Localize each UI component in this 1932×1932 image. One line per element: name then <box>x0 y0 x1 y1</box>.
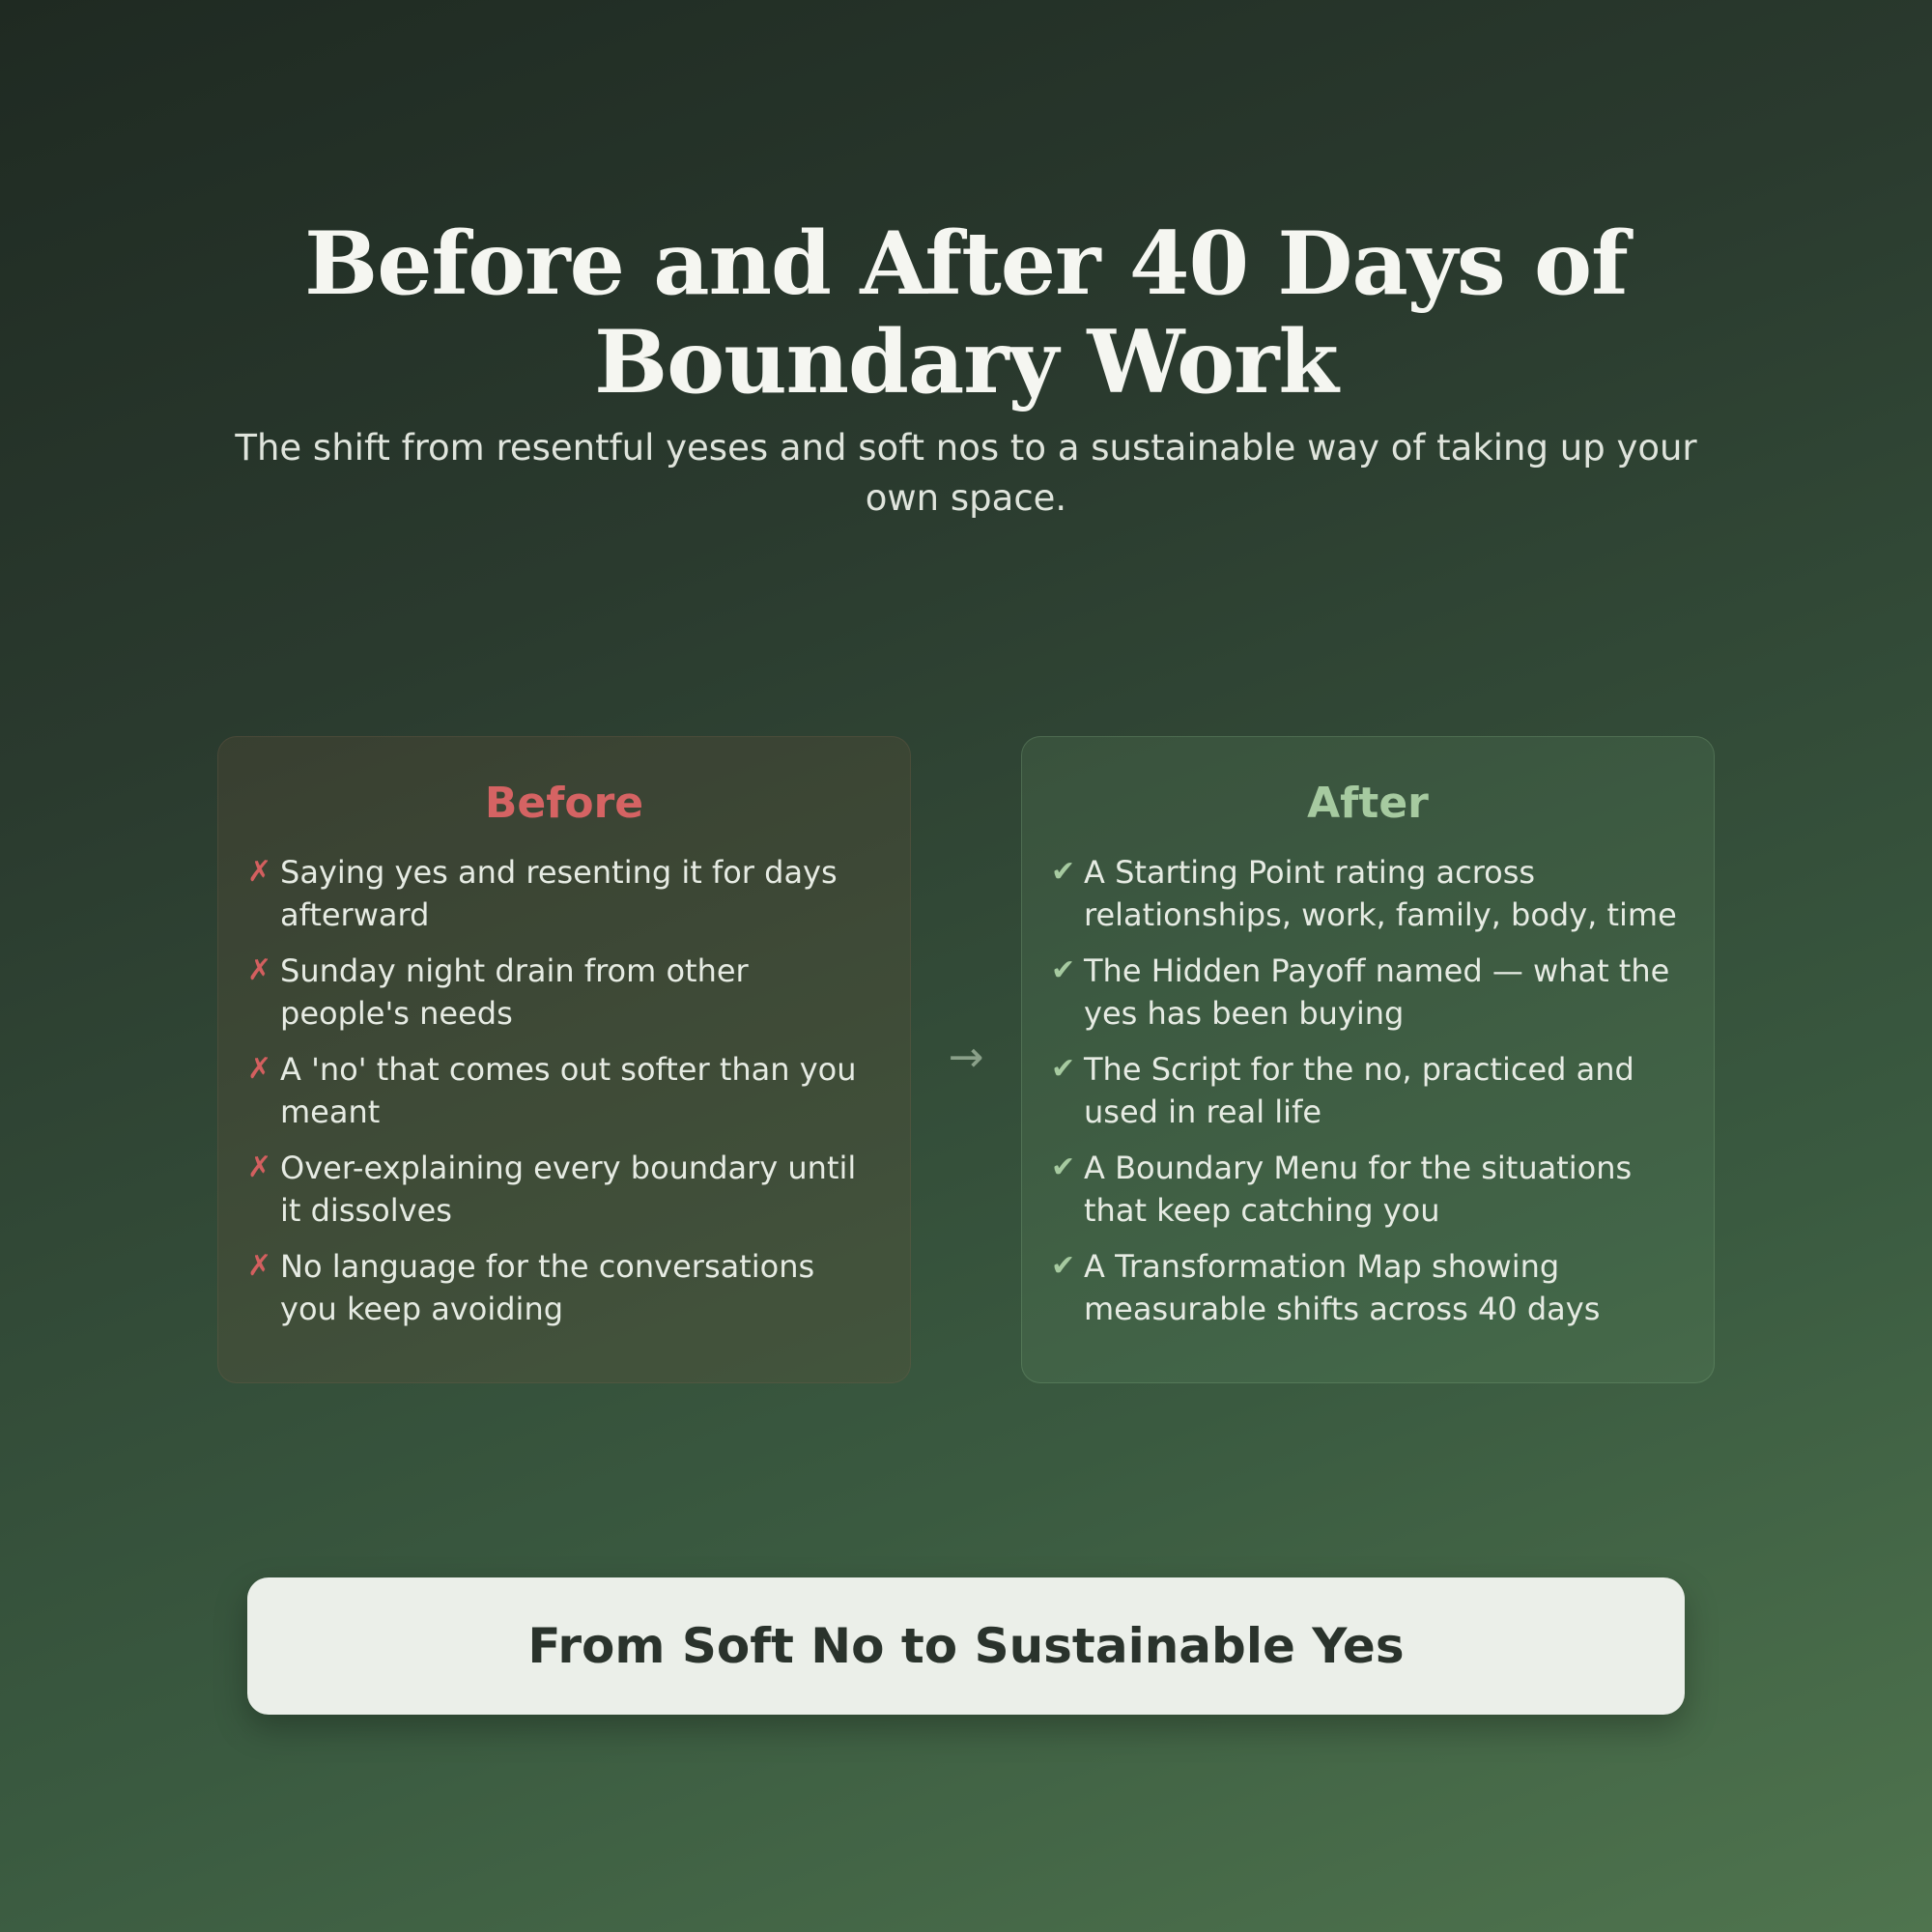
before-item-text: Saying yes and resenting it for days afterward <box>280 854 838 933</box>
after-card <box>1021 736 1715 1383</box>
before-item <box>247 1245 881 1330</box>
after-item <box>1051 1048 1685 1133</box>
before-heading: Before <box>484 779 644 828</box>
cross-mark-icon: ✗ <box>247 953 272 987</box>
after-item <box>1051 1245 1685 1330</box>
after-item <box>1051 851 1685 936</box>
before-item <box>247 851 881 936</box>
cross-mark-icon: ✗ <box>247 1249 272 1283</box>
check-mark-icon: ✔ <box>1051 855 1076 889</box>
cta-button[interactable]: From Soft No to Sustainable Yes <box>247 1577 1685 1715</box>
after-item-text: The Hidden Payoff named — what the yes has been buying <box>1084 952 1670 1032</box>
before-list <box>247 851 881 1330</box>
before-item <box>247 950 881 1035</box>
before-item-text: Sunday night drain from other people's needs <box>280 952 749 1032</box>
after-list <box>1051 851 1685 1330</box>
after-item-text: A Boundary Menu for the situations that keep catching you <box>1084 1150 1633 1229</box>
check-mark-icon: ✔ <box>1051 1052 1076 1086</box>
before-item-text: No language for the conversations you keep avoiding <box>280 1248 815 1327</box>
before-item-text: Over-explaining every boundary until it dissolves <box>280 1150 857 1229</box>
after-item-text: A Starting Point rating across relationships, work, family, body, time <box>1084 854 1677 933</box>
page-subtitle: The shift from resentful yeses and soft nos to a sustainable way of taking up your own space. <box>235 427 1697 519</box>
before-card <box>217 736 911 1383</box>
after-item-text: A Transformation Map showing measurable shifts across 40 days <box>1084 1248 1601 1327</box>
before-item-text: A 'no' that comes out softer than you meant <box>280 1051 857 1130</box>
cross-mark-icon: ✗ <box>247 1151 272 1184</box>
after-item <box>1051 1147 1685 1232</box>
after-item-text: The Script for the no, practiced and used in real life <box>1084 1051 1634 1130</box>
check-mark-icon: ✔ <box>1051 1151 1076 1184</box>
after-heading: After <box>1307 779 1429 828</box>
page-title: Before and After 40 Days of Boundary Work <box>304 213 1628 413</box>
check-mark-icon: ✔ <box>1051 1249 1076 1283</box>
check-mark-icon: ✔ <box>1051 953 1076 987</box>
cross-mark-icon: ✗ <box>247 1052 272 1086</box>
cross-mark-icon: ✗ <box>247 855 272 889</box>
arrow-right-icon: → <box>948 1033 984 1082</box>
before-item <box>247 1048 881 1133</box>
before-item <box>247 1147 881 1232</box>
after-item <box>1051 950 1685 1035</box>
